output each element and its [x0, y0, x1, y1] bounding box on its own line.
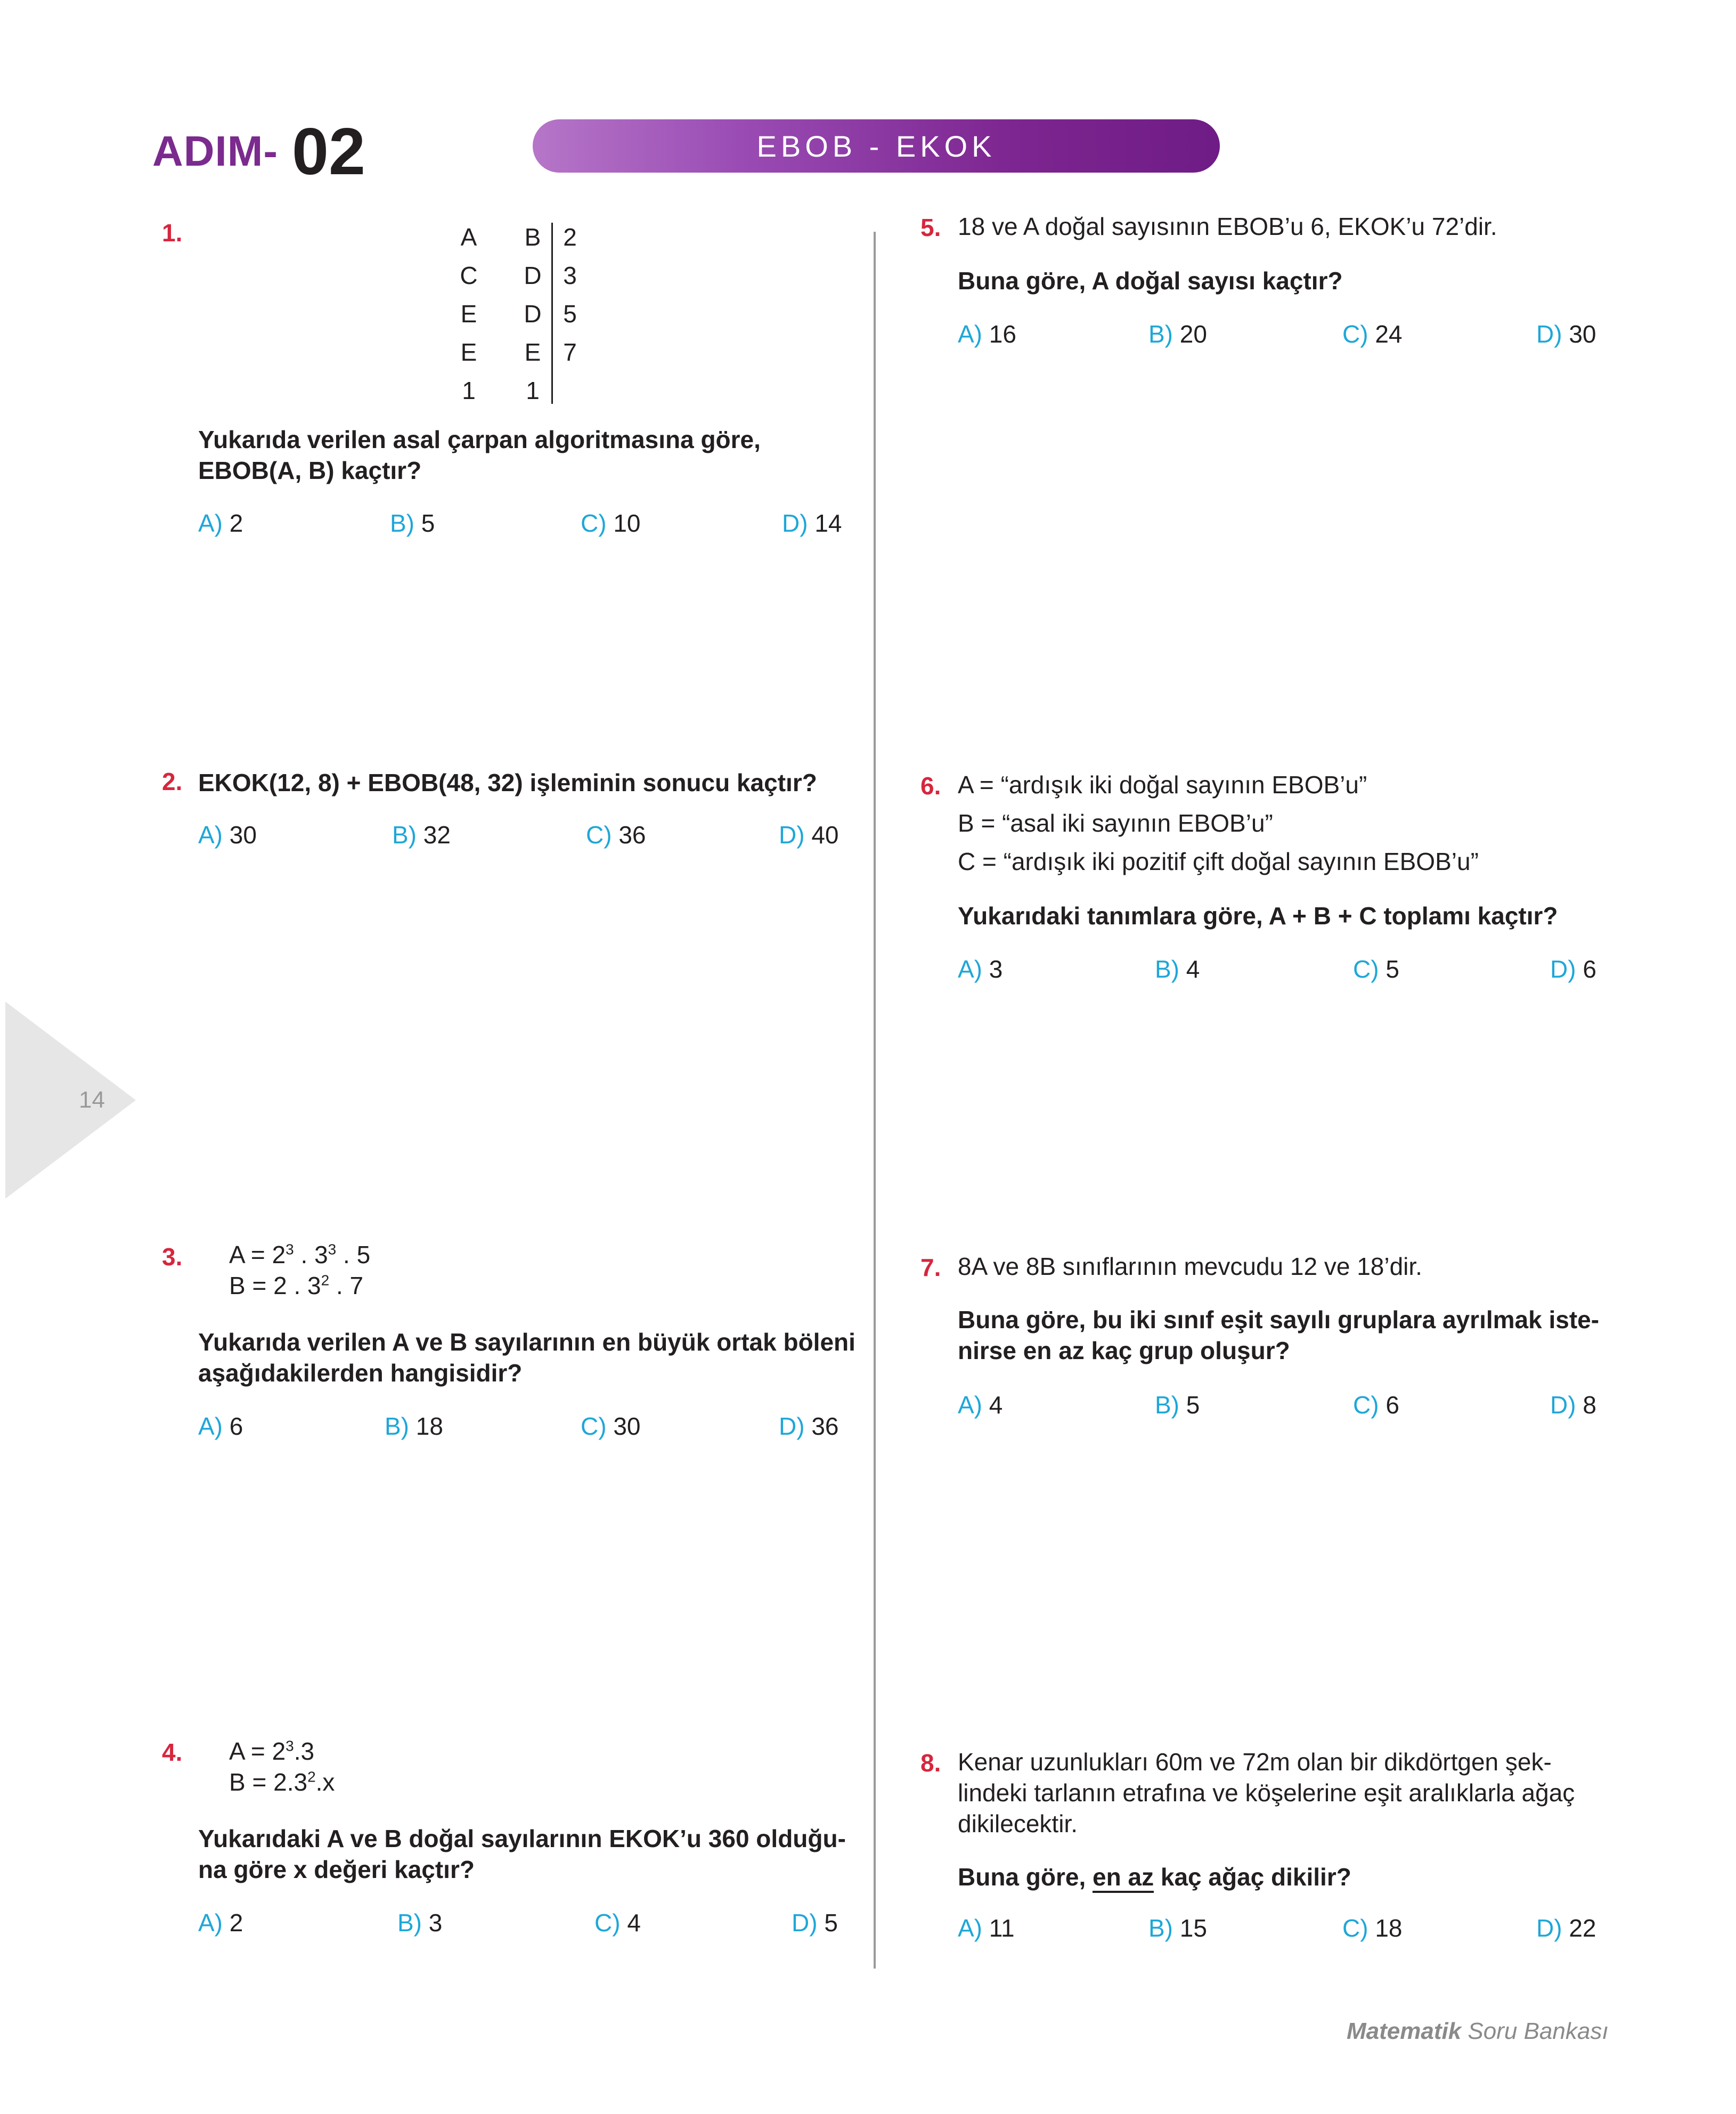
question-3-text-line2: aşağıdakilerden hangisidir? — [198, 1359, 523, 1387]
question-4-equation-b: $B = 2.3^2.x$ — [229, 1768, 335, 1796]
question-4-text-line2: na göre x değeri kaçtır? — [198, 1856, 475, 1883]
algo-cell: B — [524, 223, 541, 251]
algo-divider-line — [551, 223, 553, 404]
question-4-number: 4. — [162, 1738, 183, 1766]
question-4-text-line1: Yukarıdaki A ve B doğal sayılarının EKOK’u 360 olduğu- — [198, 1825, 846, 1852]
question-4-choice-a[interactable]: A) 2 — [198, 1909, 243, 1937]
question-6-question: Yukarıdaki tanımlara göre, A + B + C toplamı kaçtır? — [958, 902, 1558, 930]
question-8-number: 8. — [920, 1749, 941, 1777]
question-1-choice-d[interactable]: D) 14 — [782, 509, 842, 537]
page-marker-triangle — [5, 1002, 136, 1199]
question-2-choice-b[interactable]: B) 32 — [392, 821, 451, 849]
question-5-number: 5. — [920, 214, 941, 241]
question-5-choice-b[interactable]: B) 20 — [1148, 320, 1207, 348]
question-7-question-line1: Buna göre, bu iki sınıf eşit sayılı gruplara ayrılmak iste- — [958, 1306, 1600, 1334]
algo-cell: C — [460, 262, 478, 289]
algo-divisor: 2 — [563, 223, 577, 251]
question-4-choice-d[interactable]: D) 5 — [792, 1909, 838, 1937]
question-4-choice-c[interactable]: C) 4 — [594, 1909, 641, 1937]
step-label: ADIM- — [152, 127, 279, 175]
question-5-choice-c[interactable]: C) 24 — [1342, 320, 1403, 348]
question-3-text-line1: Yukarıda verilen A ve B sayılarının en büyük ortak böleni — [198, 1328, 855, 1356]
topic-banner: EBOB - EKOK — [533, 119, 1220, 173]
algo-cell: E — [460, 338, 477, 366]
question-6-choice-c[interactable]: C) 5 — [1353, 955, 1399, 983]
question-1-choice-c[interactable]: C) 10 — [581, 509, 641, 537]
question-3-equation-b: B = 2 . $3^2$ . 7 — [229, 1272, 364, 1299]
question-4-choice-b[interactable]: B) 3 — [397, 1909, 443, 1937]
step-number: 02 — [292, 115, 365, 189]
question-6-number: 6. — [920, 772, 941, 800]
question-2-number: 2. — [162, 768, 183, 795]
question-2-choice-a[interactable]: A) 30 — [198, 821, 257, 849]
algo-divisor: 7 — [563, 338, 577, 366]
question-8-text-line2: lindeki tarlanın etrafına ve köşelerine eşit aralıklarla ağaç — [958, 1779, 1575, 1807]
algo-cell: E — [524, 338, 541, 366]
question-7-question-line2: nirse en az kaç grup oluşur? — [958, 1337, 1290, 1364]
algo-cell: D — [524, 262, 542, 289]
question-7-choice-c[interactable]: C) 6 — [1353, 1391, 1399, 1419]
question-7-text: 8A ve 8B sınıflarının mevcudu 12 ve 18’dir. — [958, 1253, 1422, 1280]
question-3-choice-a[interactable]: A) 6 — [198, 1412, 243, 1440]
footer-brand: Matematik Soru Bankası — [1347, 2018, 1609, 2044]
question-3-equation-a: $A = 2^3$ . $3^3$ . 5 — [229, 1241, 371, 1269]
algo-cell: A — [460, 223, 477, 251]
algo-divisor: 3 — [563, 262, 577, 289]
question-3-choice-b[interactable]: B) 18 — [385, 1412, 443, 1440]
question-1-choice-b[interactable]: B) 5 — [390, 509, 435, 537]
question-8-choice-c[interactable]: C) 18 — [1342, 1914, 1403, 1942]
question-7-choice-a[interactable]: A) 4 — [958, 1391, 1003, 1419]
question-3-choice-c[interactable]: C) 30 — [581, 1412, 641, 1440]
question-5-text: 18 ve A doğal sayısının EBOB’u 6, EKOK’u 72’dir. — [958, 213, 1497, 240]
question-6-choice-d[interactable]: D) 6 — [1550, 955, 1596, 983]
question-8-text-line3: dikilecektir. — [958, 1810, 1078, 1837]
question-5-choice-d[interactable]: D) 30 — [1536, 320, 1596, 348]
question-1-text-line2: EBOB(A, B) kaçtır? — [198, 457, 422, 484]
column-divider — [874, 232, 876, 1969]
question-4-equation-a: $A = 2^3.3$ — [229, 1737, 315, 1765]
question-8-choice-b[interactable]: B) 15 — [1148, 1914, 1207, 1942]
question-3-number: 3. — [162, 1243, 183, 1271]
algo-divisor: 5 — [563, 300, 577, 328]
question-7-choice-b[interactable]: B) 5 — [1155, 1391, 1200, 1419]
question-8-question: Buna göre, en az kaç ağaç dikilir? — [958, 1861, 1351, 1892]
algo-cell: D — [524, 300, 542, 328]
algo-cell: 1 — [462, 377, 476, 404]
question-7-number: 7. — [920, 1254, 941, 1281]
question-7-choice-d[interactable]: D) 8 — [1550, 1391, 1596, 1419]
question-1-text-line1: Yukarıda verilen asal çarpan algoritmasına göre, — [198, 426, 761, 453]
question-5-question: Buna göre, A doğal sayısı kaçtır? — [958, 267, 1343, 295]
question-6-definition-a: A = “ardışık iki doğal sayının EBOB’u” — [958, 771, 1367, 799]
question-6-choice-b[interactable]: B) 4 — [1155, 955, 1200, 983]
algo-cell: 1 — [526, 377, 540, 404]
question-5-choice-a[interactable]: A) 16 — [958, 320, 1016, 348]
emphasis-en-az: en az — [1093, 1863, 1154, 1893]
question-2-choice-d[interactable]: D) 40 — [779, 821, 839, 849]
question-8-choice-a[interactable]: A) 11 — [958, 1914, 1015, 1942]
page-number: 14 — [79, 1087, 105, 1113]
question-8-text-line1: Kenar uzunlukları 60m ve 72m olan bir dikdörtgen şek- — [958, 1748, 1552, 1776]
question-6-choice-a[interactable]: A) 3 — [958, 955, 1003, 983]
question-2-choice-c[interactable]: C) 36 — [586, 821, 646, 849]
question-8-choice-d[interactable]: D) 22 — [1536, 1914, 1596, 1942]
question-1-number: 1. — [162, 219, 183, 247]
question-6-definition-b: B = “asal iki sayının EBOB’u” — [958, 809, 1273, 837]
question-6-definition-c: C = “ardışık iki pozitif çift doğal sayının EBOB’u” — [958, 848, 1479, 875]
question-2-text: EKOK(12, 8) + EBOB(48, 32) işleminin sonucu kaçtır? — [198, 769, 817, 796]
algo-cell: E — [460, 300, 477, 328]
question-3-choice-d[interactable]: D) 36 — [779, 1412, 839, 1440]
question-1-choice-a[interactable]: A) 2 — [198, 509, 243, 537]
